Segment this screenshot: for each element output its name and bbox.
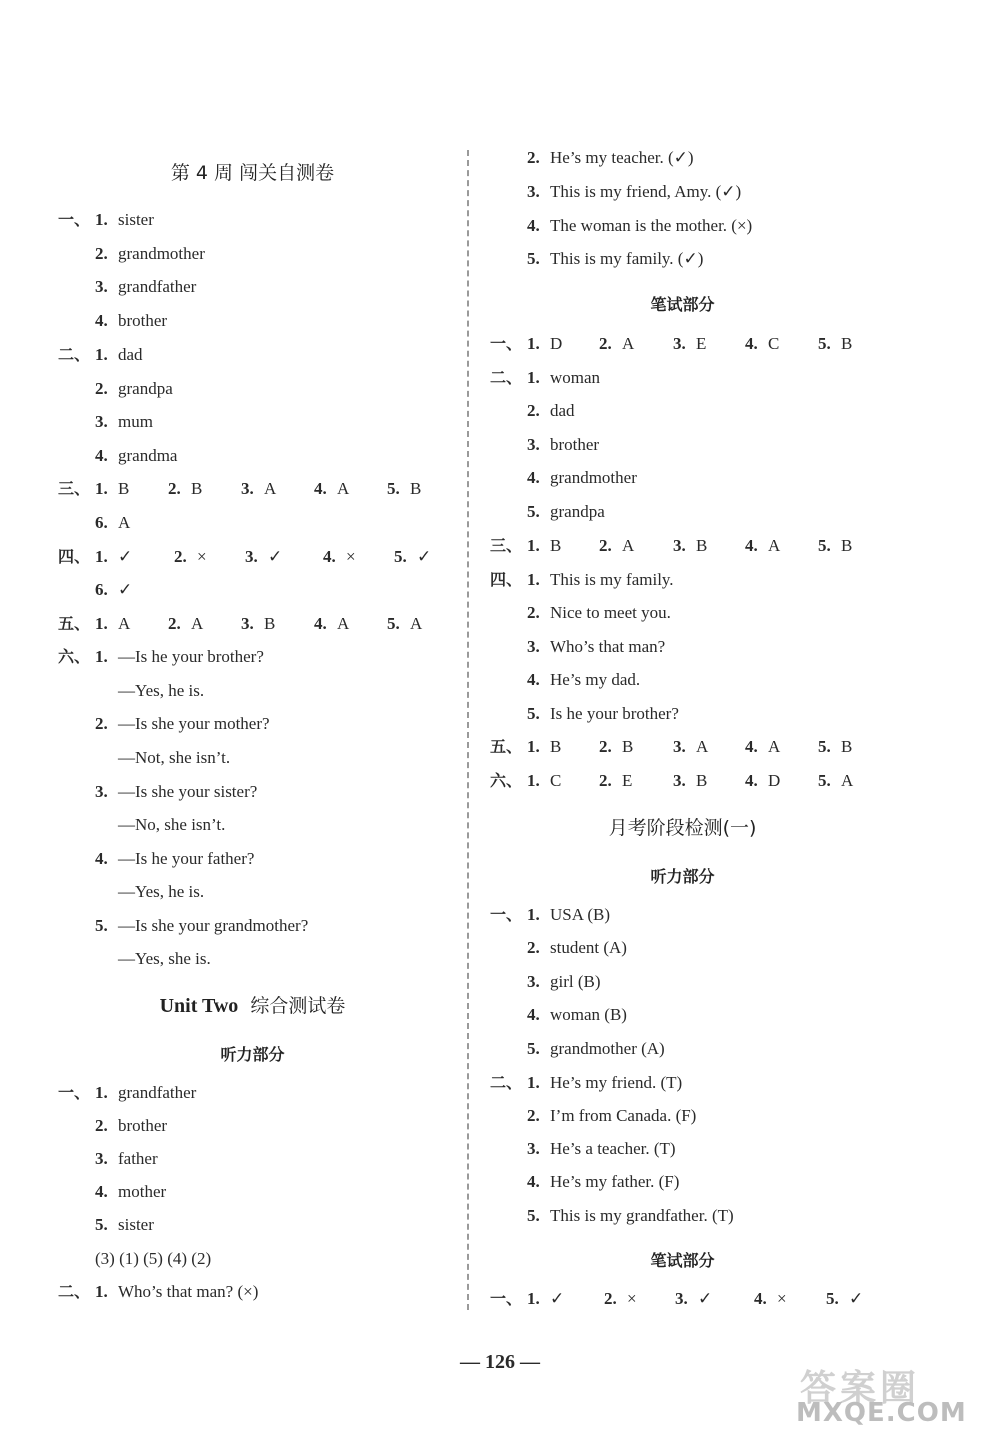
cross-mark: × xyxy=(197,547,207,566)
answer-text: brother xyxy=(118,311,168,330)
answer-text: C xyxy=(550,771,562,790)
page-number: — 126 — xyxy=(460,1351,540,1373)
answer-text: grandfather xyxy=(118,277,197,296)
answer-text: The woman is the mother. (×) xyxy=(550,216,753,235)
item-number: 1. xyxy=(95,547,108,566)
answer-text: Who’s that man? xyxy=(550,637,666,656)
item-number: 1. xyxy=(527,1289,540,1308)
answer-text: B xyxy=(841,334,853,353)
answer-text: E xyxy=(622,771,633,790)
item-number: 2. xyxy=(599,536,612,555)
answer-text: B xyxy=(841,536,853,555)
item-number: 2. xyxy=(527,148,540,167)
item-number: 2. xyxy=(599,334,612,353)
answer-text: B xyxy=(696,536,708,555)
item-number: 5. xyxy=(387,614,400,633)
answer-text: Who’s that man? (×) xyxy=(118,1282,259,1301)
answer-text: grandpa xyxy=(118,379,173,398)
dialogue-question: —Is she your sister? xyxy=(118,782,258,801)
item-number: 4. xyxy=(527,216,540,235)
item-number: 3. xyxy=(245,547,258,566)
check-mark: ✓ xyxy=(417,547,432,566)
watermark-glyphs: 答案圈 xyxy=(800,1368,921,1409)
answer-text: E xyxy=(696,334,707,353)
watermark-text: MXQE.COM xyxy=(796,1398,967,1428)
answer-text: A xyxy=(768,737,781,756)
answer-text: dad xyxy=(118,345,143,364)
section-label: 二、 xyxy=(490,1073,523,1092)
section-label: 四、 xyxy=(490,570,523,589)
item-number: 5. xyxy=(527,1206,540,1225)
item-number: 3. xyxy=(527,637,540,656)
order-sequence: (3) (1) (5) (4) (2) xyxy=(95,1249,212,1268)
answer-text: A xyxy=(337,614,350,633)
check-mark: ✓ xyxy=(268,547,283,566)
section-heading-monthly-test: 月考阶段检测(一) xyxy=(608,817,757,839)
answer-text: He’s my dad. xyxy=(550,670,641,689)
subheading-listening: 听力部分 xyxy=(650,867,715,886)
cross-mark: × xyxy=(627,1289,637,1308)
answer-text: Is he your brother? xyxy=(550,704,679,723)
item-number: 4. xyxy=(754,1289,767,1308)
answer-text: brother xyxy=(550,435,600,454)
item-number: 2. xyxy=(527,401,540,420)
answer-text: B xyxy=(118,479,130,498)
answer-text: A xyxy=(768,536,781,555)
answer-text: student (A) xyxy=(550,938,627,957)
item-number: 5. xyxy=(527,1039,540,1058)
answer-text: mum xyxy=(118,412,153,431)
dialogue-answer: —Yes, she is. xyxy=(118,949,211,968)
subheading-listening: 听力部分 xyxy=(220,1045,285,1064)
answer-text: father xyxy=(118,1149,158,1168)
answer-text: A xyxy=(264,479,277,498)
item-number: 2. xyxy=(168,479,181,498)
item-number: 4. xyxy=(95,1182,108,1201)
section-label: 一、 xyxy=(58,210,91,229)
item-number: 1. xyxy=(527,536,540,555)
section-label: 三、 xyxy=(490,536,523,555)
item-number: 5. xyxy=(527,704,540,723)
dialogue-answer: —Yes, he is. xyxy=(118,681,205,700)
answer-text: C xyxy=(768,334,780,353)
section-label: 二、 xyxy=(58,1282,91,1301)
item-number: 1. xyxy=(95,479,108,498)
item-number: 5. xyxy=(527,249,540,268)
item-number: 2. xyxy=(95,1116,108,1135)
section-label: 三、 xyxy=(58,479,91,498)
answer-text: He’s a teacher. (T) xyxy=(550,1139,676,1158)
section-label: 五、 xyxy=(58,614,91,633)
answer-text: woman (B) xyxy=(550,1005,627,1024)
subheading-written: 笔试部分 xyxy=(650,1251,715,1270)
item-number: 1. xyxy=(527,737,540,756)
answer-text: B xyxy=(550,737,562,756)
answer-text: sister xyxy=(118,1215,154,1234)
column-divider xyxy=(467,150,469,1310)
dialogue-question: —Is she your grandmother? xyxy=(118,916,309,935)
answer-text: A xyxy=(841,771,854,790)
answer-text: grandma xyxy=(118,446,178,465)
item-number: 4. xyxy=(745,771,758,790)
item-number: 4. xyxy=(95,849,108,868)
item-number: 5. xyxy=(95,916,108,935)
answer-text: D xyxy=(768,771,781,790)
cross-mark: × xyxy=(346,547,356,566)
answer-text: A xyxy=(191,614,204,633)
answer-text: A xyxy=(622,536,635,555)
item-number: 1. xyxy=(95,647,108,666)
answer-text: grandmother xyxy=(118,244,205,263)
answer-text: He’s my friend. (T) xyxy=(550,1073,683,1092)
section-label: 六、 xyxy=(490,771,523,790)
item-number: 4. xyxy=(745,737,758,756)
item-number: 3. xyxy=(673,536,686,555)
item-number: 1. xyxy=(95,345,108,364)
item-number: 4. xyxy=(95,446,108,465)
item-number: 6. xyxy=(95,580,108,599)
item-number: 3. xyxy=(527,435,540,454)
check-mark: ✓ xyxy=(698,1289,713,1308)
section-label: 一、 xyxy=(490,905,523,924)
item-number: 6. xyxy=(95,513,108,532)
item-number: 5. xyxy=(826,1289,839,1308)
section-heading-unit-two xyxy=(0,986,505,1026)
answer-text: A xyxy=(118,614,131,633)
section-label: 五、 xyxy=(490,737,523,756)
item-number: 4. xyxy=(527,468,540,487)
answer-text: Nice to meet you. xyxy=(550,603,671,622)
section-label: 二、 xyxy=(490,368,523,387)
section-label: 一、 xyxy=(58,1083,91,1102)
answer-text: B xyxy=(191,479,203,498)
item-number: 3. xyxy=(675,1289,688,1308)
item-number: 1. xyxy=(95,1282,108,1301)
answer-text: B xyxy=(696,771,708,790)
answer-text: woman xyxy=(550,368,601,387)
item-number: 3. xyxy=(95,782,108,801)
dialogue-answer: —Not, she isn’t. xyxy=(118,748,231,767)
item-number: 1. xyxy=(527,905,540,924)
item-number: 2. xyxy=(599,771,612,790)
item-number: 1. xyxy=(527,368,540,387)
item-number: 4. xyxy=(745,536,758,555)
check-mark: ✓ xyxy=(849,1289,864,1308)
heading-chinese-part: 综合测试卷 xyxy=(250,995,346,1017)
item-number: 1. xyxy=(527,771,540,790)
answer-text: This is my family. xyxy=(550,570,674,589)
dialogue-question: —Is she your mother? xyxy=(118,714,270,733)
answer-text: grandmother xyxy=(550,468,637,487)
answer-text: He’s my father. (F) xyxy=(550,1172,680,1191)
item-number: 2. xyxy=(174,547,187,566)
answer-text: A xyxy=(410,614,423,633)
answer-text: brother xyxy=(118,1116,168,1135)
item-number: 4. xyxy=(314,479,327,498)
answer-text: grandfather xyxy=(118,1083,197,1102)
answer-text: A xyxy=(118,513,131,532)
item-number: 4. xyxy=(527,1005,540,1024)
item-number: 1. xyxy=(527,1073,540,1092)
item-number: 2. xyxy=(95,244,108,263)
item-number: 5. xyxy=(818,536,831,555)
section-label: 二、 xyxy=(58,345,91,364)
section-label: 一、 xyxy=(490,334,523,353)
item-number: 2. xyxy=(527,603,540,622)
answer-text: A xyxy=(622,334,635,353)
answer-text: This is my grandfather. (T) xyxy=(550,1206,734,1225)
item-number: 5. xyxy=(818,737,831,756)
section-label: 一、 xyxy=(490,1289,523,1308)
item-number: 3. xyxy=(241,614,254,633)
dialogue-question: —Is he your brother? xyxy=(118,647,264,666)
item-number: 3. xyxy=(241,479,254,498)
item-number: 4. xyxy=(95,311,108,330)
item-number: 5. xyxy=(527,502,540,521)
item-number: 2. xyxy=(527,1106,540,1125)
item-number: 1. xyxy=(95,210,108,229)
answer-text: This is my friend, Amy. (✓) xyxy=(550,182,742,201)
item-number: 1. xyxy=(527,334,540,353)
item-number: 5. xyxy=(818,771,831,790)
answer-text: A xyxy=(337,479,350,498)
dialogue-answer: —Yes, he is. xyxy=(118,882,205,901)
item-number: 2. xyxy=(599,737,612,756)
watermark-logo xyxy=(790,1360,990,1445)
answer-text: dad xyxy=(550,401,575,420)
item-number: 4. xyxy=(527,670,540,689)
answer-text: grandmother (A) xyxy=(550,1039,665,1058)
item-number: 3. xyxy=(673,737,686,756)
item-number: 2. xyxy=(604,1289,617,1308)
item-number: 1. xyxy=(527,570,540,589)
item-number: 2. xyxy=(95,714,108,733)
check-mark: ✓ xyxy=(550,1289,565,1308)
item-number: 3. xyxy=(527,182,540,201)
item-number: 5. xyxy=(95,1215,108,1234)
check-mark: ✓ xyxy=(118,547,133,566)
item-number: 2. xyxy=(527,938,540,957)
answer-text: B xyxy=(410,479,422,498)
subheading-written: 笔试部分 xyxy=(650,295,715,314)
answer-text: USA (B) xyxy=(550,905,610,924)
item-number: 4. xyxy=(323,547,336,566)
item-number: 2. xyxy=(95,379,108,398)
answer-text: This is my family. (✓) xyxy=(550,249,704,268)
answer-text: D xyxy=(550,334,563,353)
item-number: 3. xyxy=(527,1139,540,1158)
section-label: 六、 xyxy=(58,647,91,666)
answer-text: sister xyxy=(118,210,154,229)
answer-text: mother xyxy=(118,1182,167,1201)
dialogue-answer: —No, she isn’t. xyxy=(118,815,226,834)
dialogue-question: —Is he your father? xyxy=(118,849,255,868)
answer-text: A xyxy=(696,737,709,756)
section-label: 四、 xyxy=(58,547,91,566)
item-number: 3. xyxy=(95,1149,108,1168)
answer-text: B xyxy=(622,737,634,756)
item-number: 2. xyxy=(168,614,181,633)
item-number: 4. xyxy=(527,1172,540,1191)
answer-text: I’m from Canada. (F) xyxy=(550,1106,697,1125)
answer-text: B xyxy=(841,737,853,756)
cross-mark: × xyxy=(777,1289,787,1308)
item-number: 3. xyxy=(95,412,108,431)
answer-text: He’s my teacher. (✓) xyxy=(550,148,694,167)
heading-english-part: Unit Two xyxy=(159,995,239,1017)
answer-text: B xyxy=(550,536,562,555)
item-number: 1. xyxy=(95,1083,108,1102)
item-number: 4. xyxy=(314,614,327,633)
item-number: 3. xyxy=(673,771,686,790)
item-number: 3. xyxy=(527,972,540,991)
item-number: 3. xyxy=(673,334,686,353)
answer-text: girl (B) xyxy=(550,972,601,991)
answer-text: grandpa xyxy=(550,502,605,521)
item-number: 5. xyxy=(387,479,400,498)
item-number: 4. xyxy=(745,334,758,353)
answer-text: B xyxy=(264,614,276,633)
item-number: 5. xyxy=(394,547,407,566)
item-number: 5. xyxy=(818,334,831,353)
check-mark: ✓ xyxy=(118,580,133,599)
section-heading-week4: 第 4 周 闯关自测卷 xyxy=(170,162,335,184)
item-number: 1. xyxy=(95,614,108,633)
item-number: 3. xyxy=(95,277,108,296)
